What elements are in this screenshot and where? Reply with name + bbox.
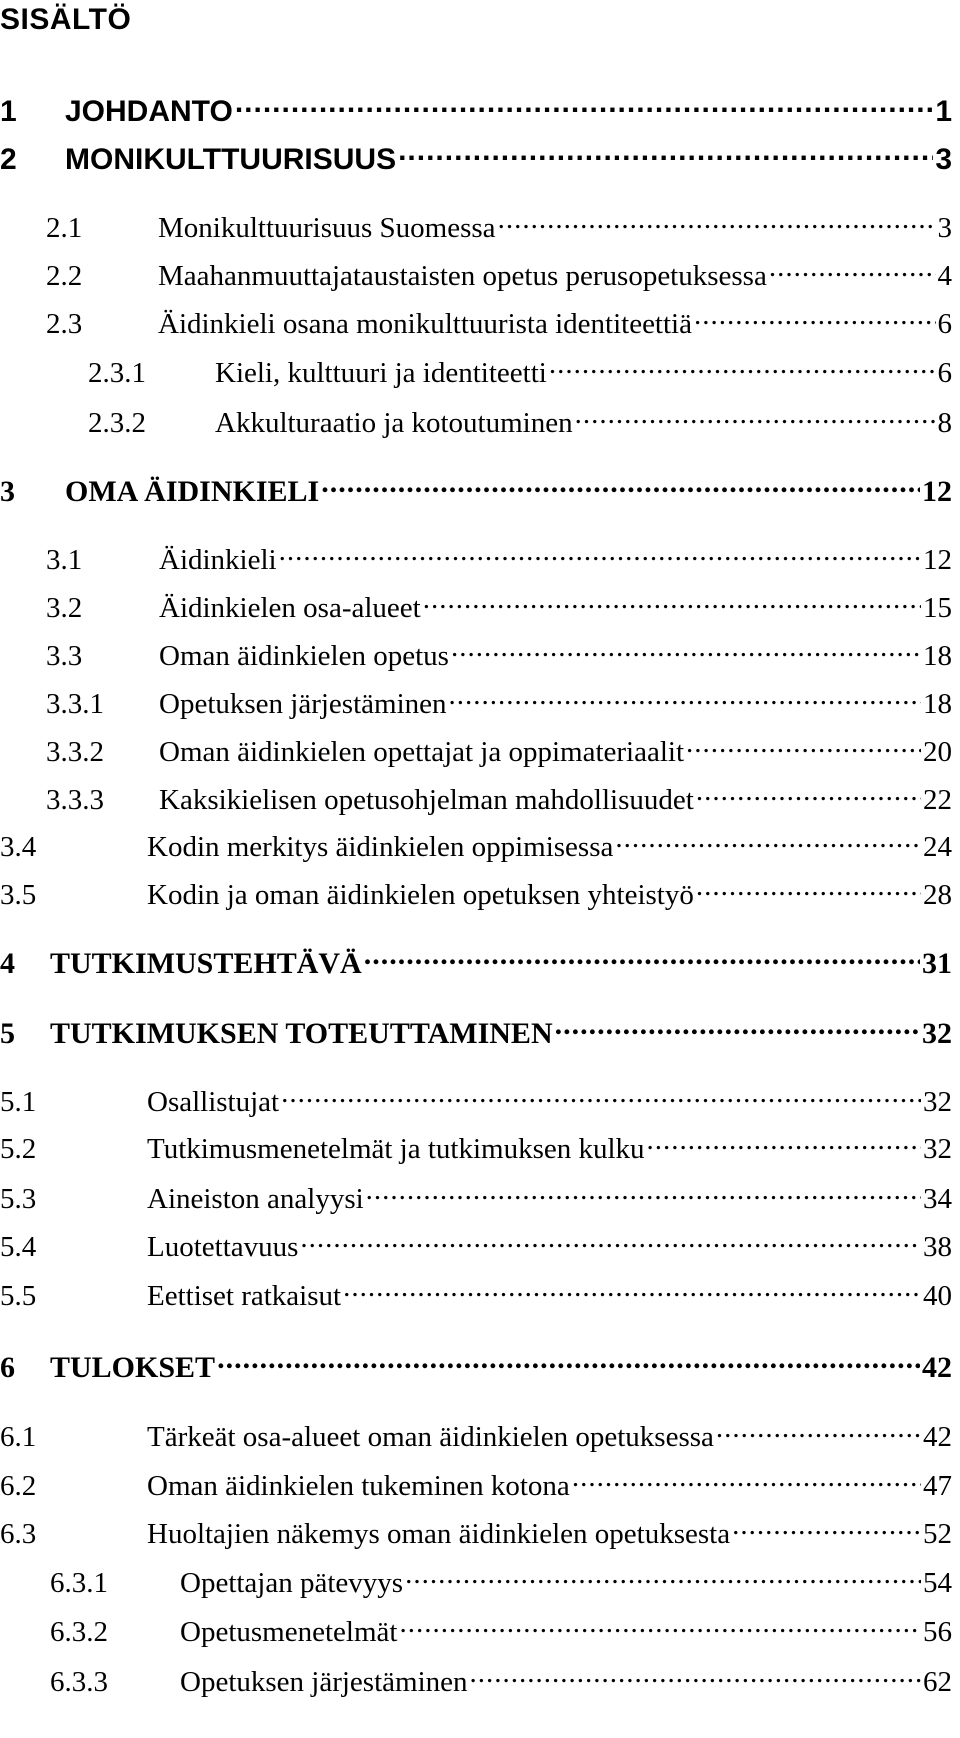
toc-entry-label: Huoltajien näkemys oman äidinkielen opetuksesta — [147, 1518, 731, 1550]
toc-entry-page: 42 — [922, 1351, 952, 1384]
toc-entry-page: 4 — [937, 260, 952, 292]
toc-entry-label: Kieli, kulttuuri ja identiteetti — [215, 357, 547, 389]
toc-entry-page: 1 — [935, 95, 952, 128]
toc-entry-label: Akkulturaatio ja kotoutuminen — [215, 407, 573, 439]
toc-entry[interactable] — [0, 90, 952, 134]
toc-entry-page: 12 — [923, 544, 952, 576]
toc-entry-label: Opetuksen järjestäminen — [159, 688, 447, 720]
toc-entry-page: 56 — [923, 1616, 952, 1648]
toc-entry-number: 2.3.2 — [88, 407, 146, 439]
toc-entry-page: 42 — [923, 1421, 952, 1453]
toc-entry-number: 2.2 — [46, 260, 83, 292]
toc-leader-dots — [451, 636, 921, 665]
toc-entry-page: 32 — [922, 1017, 952, 1050]
toc-entry-number: 6.3 — [0, 1518, 37, 1550]
toc-leader-dots — [686, 732, 921, 761]
toc-entry-number: 1 — [0, 95, 17, 128]
toc-entry[interactable] — [46, 254, 952, 298]
toc-entry-label: MONIKULTTUURISUUS — [65, 143, 397, 176]
toc-entry-label: Tutkimusmenetelmät ja tutkimuksen kulku — [147, 1133, 645, 1165]
toc-leader-dots — [470, 1662, 922, 1691]
toc-entry[interactable] — [50, 1610, 952, 1654]
toc-entry[interactable] — [46, 778, 952, 822]
toc-leader-dots — [696, 780, 921, 809]
toc-entry-page: 38 — [923, 1231, 952, 1263]
toc-entry-label: Oman äidinkielen opettajat ja oppimateriaalit — [159, 736, 685, 768]
toc-entry-label: Opetusmenetelmät — [180, 1616, 398, 1648]
toc-entry-page: 15 — [923, 592, 952, 624]
toc-entry-number: 3.3 — [46, 640, 83, 672]
toc-entry[interactable] — [0, 942, 952, 986]
toc-entry-number: 3 — [0, 475, 15, 508]
toc-entry-page: 6 — [937, 308, 952, 340]
toc-entry-number: 6 — [0, 1351, 15, 1384]
toc-entry-page: 3 — [935, 143, 952, 176]
toc-entry-label: Äidinkieli osana monikulttuurista identiteettiä — [158, 308, 692, 340]
toc-leader-dots — [364, 943, 920, 973]
toc-entry-page: 18 — [923, 688, 952, 720]
toc-entry[interactable] — [50, 1561, 952, 1605]
toc-entry[interactable] — [0, 1127, 952, 1171]
toc-entry[interactable] — [46, 634, 952, 678]
toc-leader-dots — [405, 1563, 921, 1592]
toc-entry-label: Monikulttuurisuus Suomessa — [158, 212, 496, 244]
toc-entry[interactable] — [0, 873, 952, 917]
toc-entry[interactable] — [0, 1464, 952, 1508]
toc-entry[interactable] — [46, 682, 952, 726]
toc-entry-number: 5.3 — [0, 1183, 37, 1215]
toc-entry-number: 2.3 — [46, 308, 83, 340]
toc-entry-number: 6.3.2 — [50, 1616, 108, 1648]
toc-entry-page: 62 — [923, 1666, 952, 1698]
toc-entry[interactable] — [0, 1225, 952, 1269]
toc-entry-page: 8 — [937, 407, 952, 439]
toc-entry[interactable] — [0, 1346, 952, 1390]
toc-entry-page: 12 — [922, 475, 952, 508]
toc-entry[interactable] — [46, 206, 952, 250]
toc-entry[interactable] — [46, 730, 952, 774]
toc-leader-dots — [279, 540, 921, 569]
toc-entry-number: 2.3.1 — [88, 357, 146, 389]
toc-leader-dots — [696, 875, 921, 904]
toc-entry-label: TULOKSET — [50, 1351, 216, 1384]
toc-title: SISÄLTÖ — [0, 3, 132, 36]
toc-entry-label: Oman äidinkielen tukeminen kotona — [147, 1470, 570, 1502]
toc-entry[interactable] — [0, 1012, 952, 1056]
toc-entry[interactable] — [0, 1415, 952, 1459]
toc-entry-page: 52 — [923, 1518, 952, 1550]
toc-entry-number: 5 — [0, 1017, 15, 1050]
toc-entry-page: 47 — [923, 1470, 952, 1502]
toc-leader-dots — [449, 684, 922, 713]
toc-leader-dots — [217, 1347, 920, 1377]
toc-entry[interactable] — [0, 825, 952, 869]
toc-entry-number: 5.4 — [0, 1231, 37, 1263]
toc-leader-dots — [575, 403, 936, 432]
toc-leader-dots — [716, 1417, 921, 1446]
toc-leader-dots — [281, 1082, 921, 1111]
toc-entry-number: 5.2 — [0, 1133, 37, 1165]
toc-entry[interactable] — [0, 138, 952, 182]
toc-leader-dots — [615, 827, 921, 856]
toc-entry-label: Äidinkieli — [159, 544, 277, 576]
toc-entry-number: 3.2 — [46, 592, 83, 624]
toc-entry-label: Äidinkielen osa-alueet — [159, 592, 421, 624]
toc-entry[interactable] — [46, 538, 952, 582]
toc-entry[interactable] — [0, 1512, 952, 1556]
toc-entry[interactable] — [0, 1177, 952, 1221]
toc-entry-number: 4 — [0, 947, 15, 980]
toc-entry-label: Opetuksen järjestäminen — [180, 1666, 468, 1698]
toc-leader-dots — [399, 1612, 921, 1641]
toc-entry-label: Opettajan pätevyys — [180, 1567, 404, 1599]
toc-entry[interactable] — [0, 1274, 952, 1318]
toc-entry-page: 3 — [937, 212, 952, 244]
toc-leader-dots — [694, 304, 936, 333]
toc-entry[interactable] — [46, 586, 952, 630]
toc-entry-number: 6.2 — [0, 1470, 37, 1502]
toc-entry-page: 22 — [923, 784, 952, 816]
toc-leader-dots — [366, 1179, 921, 1208]
toc-entry-number: 3.3.1 — [46, 688, 104, 720]
toc-entry-number: 3.5 — [0, 879, 37, 911]
toc-entry-page: 32 — [923, 1086, 952, 1118]
toc-entry-page: 20 — [923, 736, 952, 768]
toc-entry-page: 54 — [923, 1567, 952, 1599]
toc-leader-dots — [423, 588, 921, 617]
toc-entry-page: 18 — [923, 640, 952, 672]
toc-entry-page: 40 — [923, 1280, 952, 1312]
toc-entry-page: 24 — [923, 831, 952, 863]
toc-entry-label: Kodin ja oman äidinkielen opetuksen yhteistyö — [147, 879, 694, 911]
toc-leader-dots — [398, 139, 933, 169]
toc-entry-number: 5.5 — [0, 1280, 37, 1312]
toc-entry[interactable] — [88, 401, 952, 445]
toc-leader-dots — [321, 471, 920, 501]
toc-entry-label: Eettiset ratkaisut — [147, 1280, 342, 1312]
toc-entry-label: Maahanmuuttajataustaisten opetus perusopetuksessa — [158, 260, 767, 292]
toc-entry-page: 32 — [923, 1133, 952, 1165]
toc-entry-number: 2.1 — [46, 212, 83, 244]
toc-entry[interactable] — [88, 351, 952, 395]
toc-entry-page: 6 — [937, 357, 952, 389]
toc-entry-number: 3.3.3 — [46, 784, 104, 816]
toc-leader-dots — [647, 1129, 921, 1158]
toc-leader-dots — [549, 353, 936, 382]
toc-entry-number: 2 — [0, 143, 17, 176]
toc-leader-dots — [498, 208, 936, 237]
toc-entry-label: Tärkeät osa-alueet oman äidinkielen opetuksessa — [147, 1421, 714, 1453]
toc-entry-number: 6.3.1 — [50, 1567, 108, 1599]
toc-leader-dots — [769, 256, 936, 285]
toc-entry[interactable] — [50, 1660, 952, 1704]
toc-entry-page: 34 — [923, 1183, 952, 1215]
toc-entry-number: 6.3.3 — [50, 1666, 108, 1698]
toc-leader-dots — [555, 1013, 920, 1043]
toc-entry-page: 28 — [923, 879, 952, 911]
toc-entry-label: Luotettavuus — [147, 1231, 299, 1263]
toc-entry[interactable] — [0, 470, 952, 514]
toc-entry[interactable] — [0, 1080, 952, 1124]
toc-entry-page: 31 — [922, 947, 952, 980]
toc-entry-number: 3.3.2 — [46, 736, 104, 768]
toc-entry-label: Kodin merkitys äidinkielen oppimisessa — [147, 831, 614, 863]
toc-entry[interactable] — [46, 302, 952, 346]
toc-entry-label: Kaksikielisen opetusohjelman mahdollisuudet — [159, 784, 694, 816]
toc-leader-dots — [343, 1276, 921, 1305]
toc-entry-label: OMA ÄIDINKIELI — [65, 475, 320, 508]
toc-entry-number: 3.1 — [46, 544, 83, 576]
toc-entry-label: TUTKIMUKSEN TOTEUTTAMINEN — [50, 1017, 553, 1050]
toc-entry-label: TUTKIMUSTEHTÄVÄ — [50, 947, 362, 980]
toc-leader-dots — [235, 91, 934, 121]
toc-leader-dots — [572, 1466, 921, 1495]
toc-leader-dots — [732, 1514, 921, 1543]
toc-entry-label: Osallistujat — [147, 1086, 280, 1118]
toc-leader-dots — [300, 1227, 921, 1256]
toc-entry-number: 3.4 — [0, 831, 37, 863]
toc-entry-label: Aineiston analyysi — [147, 1183, 364, 1215]
toc-entry-number: 5.1 — [0, 1086, 37, 1118]
toc-entry-label: JOHDANTO — [65, 95, 233, 128]
toc-entry-number: 6.1 — [0, 1421, 37, 1453]
toc-entry-label: Oman äidinkielen opetus — [159, 640, 449, 672]
